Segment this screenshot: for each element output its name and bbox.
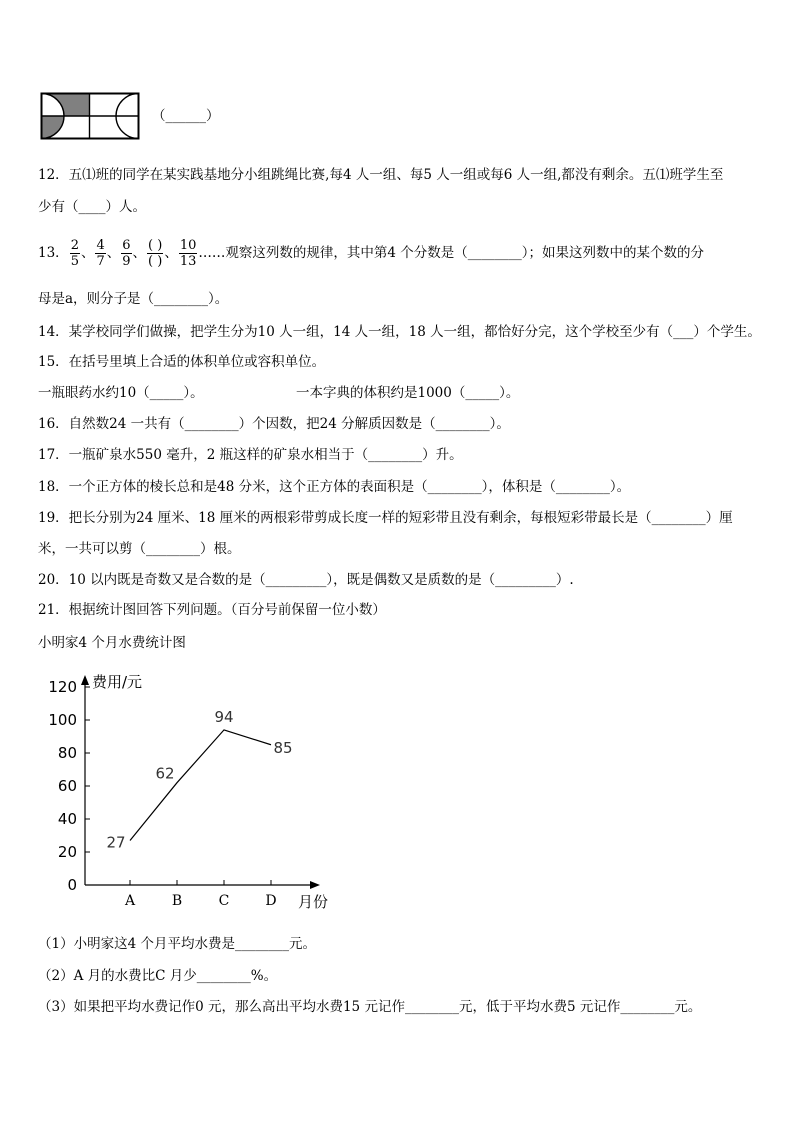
y-axis-label: 费用/元 [92, 673, 143, 691]
q15-left: 一瓶眼药水约10（_____）。 [38, 385, 204, 401]
y-tick-label: 0 [67, 876, 77, 894]
q19-line1: 19．把长分别为24 厘米、18 厘米的两根彩带剪成长度一样的短彩带且没有剩余，每根短彩带最长是（________）厘 [38, 510, 733, 526]
q21-title: 21．根据统计图回答下列问题。（百分号前保留一位小数） [38, 602, 386, 618]
data-label: 27 [106, 833, 126, 852]
x-tick-label: C [218, 893, 230, 909]
q13-fraction-2: $\frac{4}{7}$ [96, 238, 105, 269]
q12-line2: 少有（____）人。 [38, 199, 146, 215]
fraction-figure [40, 92, 140, 140]
y-tick-label: 120 [48, 678, 77, 696]
y-tick-label: 20 [57, 843, 77, 861]
q15-right: 一本字典的体积约是1000（_____）。 [296, 385, 520, 401]
q17: 17．一瓶矿泉水550 毫升，2 瓶这样的矿泉水相当于（________）升。 [38, 447, 463, 463]
fig11-answer-blank[interactable]: （______） [152, 108, 220, 124]
q21-sub1: （1）小明家这4 个月平均水费是________元。 [38, 936, 316, 952]
q13-tail: ……观察这列数的规律，其中第4 个分数是（________）；如果这列数中的某个数的分 [198, 245, 704, 261]
data-label: 85 [273, 738, 293, 757]
q13-fraction-blank[interactable]: $\frac{( )}{( )}$ [148, 238, 163, 269]
q19-line2: 米，一共可以剪（________）根。 [38, 541, 241, 557]
chart-title: 小明家4 个月水费统计图 [38, 635, 186, 651]
x-axis-arrow [310, 881, 320, 889]
q13-fraction-1: $\frac{2}{5}$ [70, 238, 79, 269]
y-tick-label: 40 [57, 810, 77, 828]
x-tick-label: A [124, 893, 136, 909]
q13-fraction-3: $\frac{6}{9}$ [122, 238, 131, 269]
x-axis-label: 月份 [298, 893, 329, 911]
data-label: 94 [214, 707, 234, 726]
series-line [130, 730, 271, 841]
y-tick-label: 60 [57, 777, 77, 795]
separator: 、 [80, 245, 95, 261]
y-tick-label: 100 [48, 711, 77, 729]
line-chart [40, 665, 400, 915]
q13-line2: 母是a，则分子是（________）。 [38, 291, 229, 307]
q13-number: 13． [38, 245, 69, 261]
q12-line1: 12．五⑴班的同学在某实践基地分小组跳绳比赛,每4 人一组、每5 人一组或每6 人一组,都没有剩余。五⑴班学生至 [38, 167, 724, 183]
q20: 20．10 以内既是奇数又是合数的是（_________），既是偶数又是质数的是（_________）. [38, 572, 574, 588]
separator: 、 [106, 245, 121, 261]
q13-fraction-5: $\frac{10}{13}$ [179, 238, 197, 269]
q15-title: 15．在括号里填上合适的体积单位或容积单位。 [38, 354, 326, 370]
separator: 、 [132, 245, 147, 261]
q14: 14．某学校同学们做操，把学生分为10 人一组，14 人一组，18 人一组，都恰好分完，这个学校至少有（___）个学生。 [38, 324, 761, 340]
data-label: 62 [155, 764, 175, 783]
q18: 18．一个正方体的棱长总和是48 分米，这个正方体的表面积是（________），体积是（________）。 [38, 479, 631, 495]
y-axis-arrow [81, 675, 89, 685]
y-tick-label: 80 [57, 744, 77, 762]
x-tick-label: B [171, 893, 183, 909]
separator: 、 [164, 245, 178, 261]
q13-line1 [38, 234, 704, 272]
x-tick-label: D [265, 893, 277, 909]
q21-sub2: （2）A 月的水费比C 月少________%。 [38, 968, 278, 984]
q16: 16．自然数24 一共有（________）个因数，把24 分解质因数是（________）。 [38, 416, 510, 432]
q21-sub3: （3）如果把平均水费记作0 元，那么高出平均水费15 元记作________元，低于平均水费5 元记作________元。 [38, 999, 702, 1015]
